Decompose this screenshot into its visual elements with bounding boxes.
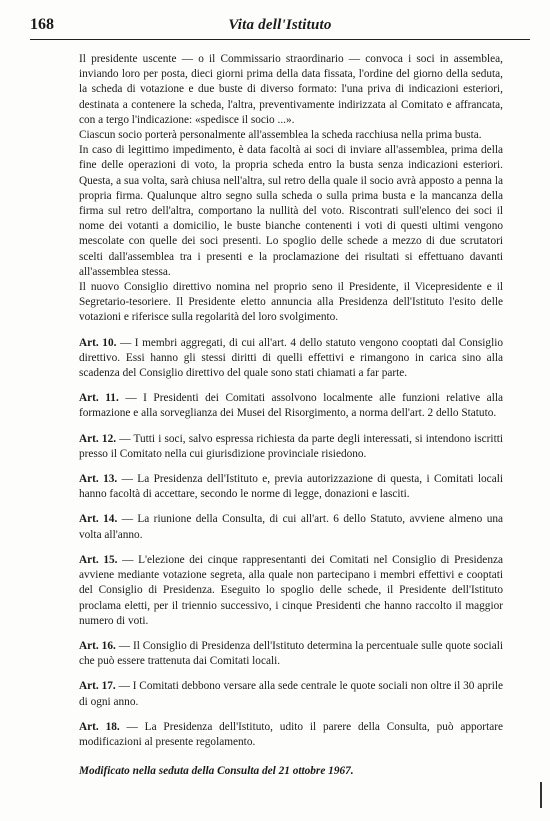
article-text: — La Presidenza dell'Istituto, udito il parere della Consulta, può apportare modificazioni al presente regolamento. <box>79 720 503 748</box>
page-header <box>30 16 530 38</box>
article-text: — Il Consiglio di Presidenza dell'Istituto determina la percentuale sulle quote sociali che può essere trattenuta dai Comitati locali. <box>79 639 503 668</box>
article-label: Art. 10. <box>79 336 117 349</box>
article-13 <box>79 472 503 502</box>
article-label: Art. 17. <box>79 680 116 693</box>
paragraph: Il presidente uscente — o il Commissario straordinario — convoca i soci in assemblea, inviando loro per posta, dieci giorni prima della data fissata, l'ordine del giorno della seduta, la scheda di votazione e due buste di diverso formato: l'una priva di indicazioni esteriori, destinata a contenere la scheda, l'altra, preventivamente indirizzata al Comitato e affrancata, con a tergo l'indicazione: «spedisce il socio ...». <box>79 53 503 126</box>
margin-mark <box>540 782 542 808</box>
running-title: Vita dell'Istituto <box>228 17 332 33</box>
article-text: — Tutti i soci, salvo espressa richiesta da parte degli interessati, si intendono iscritti presso il Comitato nella cui giurisdizione provinciale risiedono. <box>79 432 503 460</box>
article-14 <box>79 512 503 542</box>
paragraph: In caso di legittimo impedimento, è data facoltà ai soci di inviare all'assemblea, prima della fine delle operazioni di voto, la propria scheda entro la busta senza indicazioni esteriori. Questa, a sua volta, sarà chiusa nell'altra, sul retro della quale il socio avrà apposto a penna la propria firma. Qualunque altro segno sulla scheda o sulla prima busta e la mancanza della firma sul retro dell'altra, comportano la nullità del voto. Riscontrati sull'elenco dei soci il nome dei votanti a domicilio, le buste bianche contenenti i voti di questi ultimi vengono mescolate con quelle dei soci presenti. Lo spoglio delle schede a mezzo di due scrutatori scelti dall'assemblea tra i presenti e la proclamazione dei risultati si effettuano davanti all'assemblea stessa. <box>79 144 503 278</box>
article-label: Art. 12. <box>79 432 117 445</box>
article-11 <box>79 391 503 421</box>
paragraph: Il nuovo Consiglio direttivo nomina nel proprio seno il Presidente, il Vicepresidente e il Segretario-tesoriere. Il Presidente eletto annuncia alla Presidenza dell'Istituto l'esito delle votazioni e riferisce sulla regolarità del loro svolgimento. <box>79 281 503 324</box>
article-16 <box>79 639 503 669</box>
article-12 <box>79 432 503 462</box>
article-text: — La riunione della Consulta, di cui all'art. 6 dello Statuto, avviene almeno una volta all'anno. <box>79 513 503 541</box>
article-label: Art. 18. <box>79 720 120 733</box>
article-label: Art. 16. <box>79 639 116 652</box>
article-text: — I membri aggregati, di cui all'art. 4 dello statuto vengono cooptati dal Consiglio direttivo. Essi hanno gli stessi diritti di quelli effettivi e rimangono in carica sino alla scadenza del Consiglio direttivo del quale sono stati chiamati a far parte. <box>79 336 504 380</box>
document-body <box>79 52 503 779</box>
article-text: — La Presidenza dell'Istituto e, previa autorizzazione di questa, i Comitati locali hanno facoltà di accettare, secondo le norme di legge, donazioni e lasciti. <box>79 473 503 501</box>
header-rule <box>30 39 530 40</box>
article-label: Art. 11. <box>79 392 119 405</box>
article-label: Art. 13. <box>79 473 118 486</box>
article-10 <box>79 336 503 382</box>
article-18 <box>79 720 503 750</box>
article-label: Art. 14. <box>79 513 118 526</box>
page-number: 168 <box>30 16 54 33</box>
article-15 <box>79 553 503 629</box>
article-label: Art. 15. <box>79 553 118 566</box>
article-text: — I Presidenti dei Comitati assolvono localmente alle funzioni relative alla formazione e alla sorveglianza dei Musei del Risorgimento, a norma dell'art. 2 dello Statuto. <box>79 392 503 420</box>
article-text: — I Comitati debbono versare alla sede centrale le quote sociali non oltre il 30 aprile di ogni anno. <box>79 680 503 708</box>
modification-note: Modificato nella seduta della Consulta del 21 ottobre 1967. <box>79 765 354 778</box>
article-17 <box>79 679 503 709</box>
paragraph: Ciascun socio porterà personalmente all'assemblea la scheda racchiusa nella prima busta. <box>79 129 482 142</box>
article-text: — L'elezione dei cinque rappresentanti dei Comitati nel Consiglio di Presidenza avviene mediante votazione segreta, alla quale non partecipano i membri effettivi e cooptati del Consiglio di Presidenza. Eseguito lo spoglio delle schede, il Presidente dell'Istituto proclama eletti, per il triennio successivo, i cinque Presidenti che hanno raccolto il maggior numero di voti. <box>79 553 503 627</box>
